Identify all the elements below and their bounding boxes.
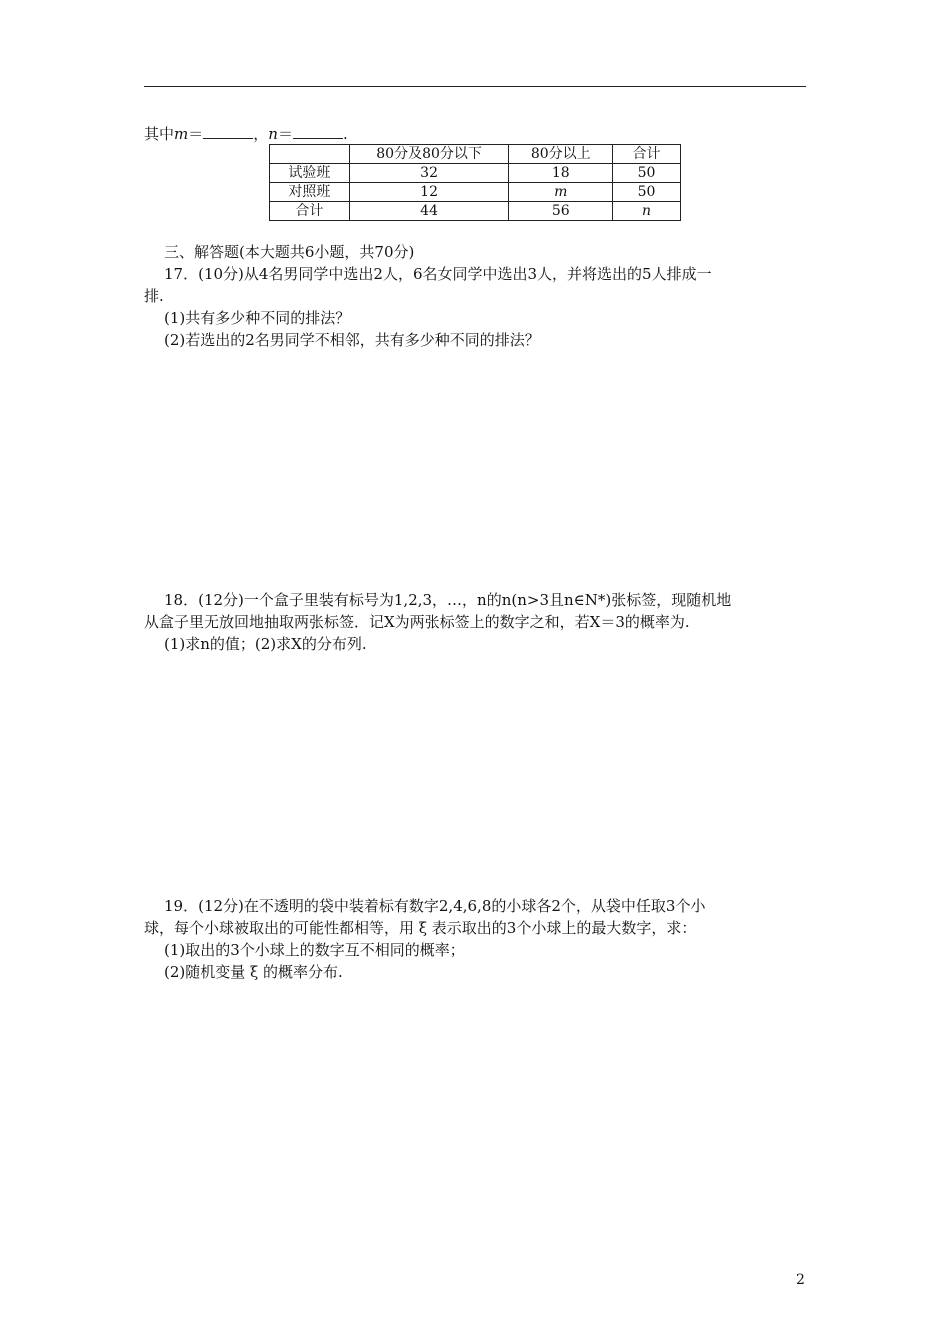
table-header-cell: 合计 [613, 145, 681, 164]
q17-part2: (2)若选出的2名男同学不相邻，共有多少种不同的排法？ [164, 331, 540, 349]
table-cell: 32 [349, 164, 509, 183]
m-equals: ＝ [188, 125, 204, 143]
fill-in-line [144, 124, 348, 144]
table-cell: 18 [509, 164, 613, 183]
table-cell: n [613, 202, 681, 221]
q18-part1: (1)求n的值；(2)求X的分布列. [164, 635, 367, 653]
contingency-table [269, 144, 681, 221]
q17-line1: 17．(10分)从4名男同学中选出2人，6名女同学中选出3人，并将选出的5人排成一 [164, 265, 712, 283]
table-header-cell: 80分以上 [509, 145, 613, 164]
table-row [270, 183, 681, 202]
header-rule [144, 86, 806, 87]
table-row [270, 202, 681, 221]
n-equals: ＝ [277, 125, 293, 143]
table-header-cell: 80分及80分以下 [349, 145, 509, 164]
q17-part1: (1)共有多少种不同的排法？ [164, 309, 351, 327]
section-heading: 三、解答题(本大题共6小题，共70分) [164, 243, 415, 261]
q18-line2: 从盒子里无放回地抽取两张标签．记X为两张标签上的数字之和，若X＝3的概率为. [144, 613, 690, 631]
q19-part1: (1)取出的3个小球上的数字互不相同的概率； [164, 941, 465, 959]
table-header-cell [270, 145, 350, 164]
table-cell: 44 [349, 202, 509, 221]
q17-line2: 排. [144, 287, 164, 305]
fill-in-period: . [342, 125, 348, 143]
table-cell: 56 [509, 202, 613, 221]
n-blank [293, 124, 343, 139]
table-row [270, 164, 681, 183]
m-variable: m [174, 125, 189, 143]
fill-in-prefix: 其中 [144, 125, 175, 143]
table-cell: 试验班 [270, 164, 350, 183]
q19-line2: 球，每个小球被取出的可能性都相等，用 ξ 表示取出的3个小球上的最大数字，求： [144, 919, 697, 937]
n-variable: n [268, 125, 278, 143]
table-cell: 12 [349, 183, 509, 202]
page-number: 2 [796, 1272, 805, 1288]
q19-line1: 19．(12分)在不透明的袋中装着标有数字2,4,6,8的小球各2个，从袋中任取3个小 [164, 897, 706, 915]
table-cell: 对照班 [270, 183, 350, 202]
fill-in-comma: ， [253, 125, 269, 143]
q19-part2: (2)随机变量 ξ 的概率分布. [164, 963, 343, 981]
m-blank [203, 124, 253, 139]
table-cell: 50 [613, 164, 681, 183]
q18-line1: 18．(12分)一个盒子里装有标号为1,2,3，…，n的n(n>3且n∈N*)张标签，现随机地 [164, 591, 732, 609]
table-cell: 50 [613, 183, 681, 202]
table-cell: 合计 [270, 202, 350, 221]
table-cell: m [509, 183, 613, 202]
table-header-row [270, 145, 681, 164]
